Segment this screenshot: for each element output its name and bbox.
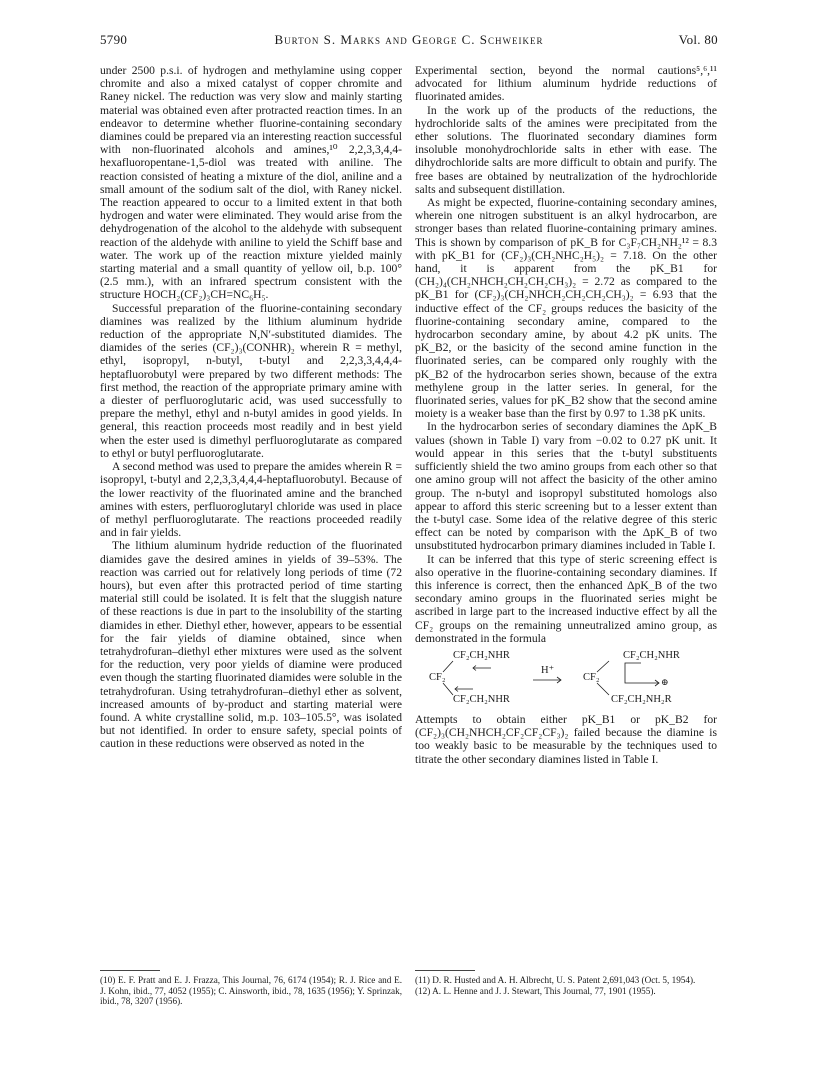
footnote: (12) A. L. Henne and J. J. Stewart, This Journal, 77, 1901 (1955). [415, 985, 656, 996]
paragraph: A second method was used to prepare the amides wherein R = isopropyl, t-butyl and 2,2,3,3,4,4,4-heptafluorobutyl. Because of the lower reactivity of the fluorinated amine and the branched amines with esters, perfluoroglutaryl chloride was used in place of methyl perfluoroglutarate. The reactions proceeded readily and in fair yields. [100, 460, 402, 540]
scheme-right-center: CF₂ [583, 671, 600, 683]
scheme-right-bottom: CF₂CH₂NH₂R [611, 693, 672, 705]
scheme-right-top: CF₂CH₂NHR [623, 649, 680, 661]
induction-path [625, 663, 659, 683]
scheme-left-top: CF₂CH₂NHR [453, 649, 510, 661]
paragraph: In the work up of the products of the reductions, the hydrochloride salts of the amines were precipitated from the ether solutions. The fluorinated secondary diamines form insoluble monohydrochloride salts in ether with ease. The dihydrochloride salts are more difficult to obtain and purify. The free bases are obtained by neutralization of the hydrochloride salts and subsequent distillation. [415, 103, 717, 196]
paragraph: It can be inferred that this type of steric screening effect is also operative in the fluorine-containing secondary diamines. If this inference is correct, then the enhanced ΔpK_B of the two secondary amino groups in the fluorinated series might be ascribed in large part to the increased inductive effect by all the CF₂ groups on the remaining unneutralized amino group, as demonstrated in the formula [415, 552, 717, 645]
footnotes-right [415, 975, 717, 996]
paragraph: Experimental section, beyond the normal cautions⁵,⁶,¹¹ advocated for lithium aluminum hydride reductions of fluorinated amides. [415, 64, 717, 104]
paragraph: under 2500 p.s.i. of hydrogen and methylamine using copper chromite and also a mixed catalyst of copper chromite and Raney nickel. The reduction was very slow and mainly starting material was obtained even after protracted reaction times. In an endeavor to determine whether fluorine-containing secondary diamines could be prepared via an interesting reaction successful with non-fluorinated alcohols and amines,¹⁰ 2,2,3,3,4,4-hexafluoropentane-1,5-diol was treated with aniline. The reaction consisted of heating a mixture of the diol, aniline and a small amount of the sodium salt of the diol, with Raney nickel. The reaction appeared to occur to a limited extent in that both hydrogen and water were eliminated. They would arise from the dehydrogenation of the alcohol to the aldehyde with subsequent reaction of the aldehyde with aniline to yield the Schiff base and water. The work up of the reaction mixture yielded mainly starting material and a small quantity of yellow oil, b.p. 100° (2.5 mm.), with an infrared spectrum consistent with the structure HOCH₂(CF₂)₃CH=NC₆H₅. [100, 64, 402, 302]
footnote: (11) D. R. Husted and A. H. Albrecht, U. S. Patent 2,691,043 (Oct. 5, 1954). [415, 975, 696, 985]
paragraph: As might be expected, fluorine-containing secondary amines, wherein one nitrogen substituent is an alkyl hydrocarbon, are stronger bases than related fluorine-containing primary amines. This is shown by comparison of pK_B for C₃F₇CH₂NH₂¹² = 8.3 with pK_B1 for (CF₂)₃(CH₂NHC₂H₅)₂ = 7.18. On the other hand, it is apparent from the pK_B1 for (CH₂)₄(CH₂NHCH₂CH₂CH₂CH₃)₂ = 2.72 as compared to the pK_B1 for (CF₂)₃(CH₂NHCH₂CH₂CH₂CH₃)₂ = 6.93 that the inductive effect of the CF₂ groups reduces the basicity of the fluorine-containing secondary amine, compared to the hydrocarbon secondary amine, by about 4.2 pK units. The pK_B2, or the basicity of the second amine function in the fluorinated series, can be compared only roughly with the pK_B2 of the hydrocarbon series shown, because of the extra methylene group in the latter series. In general, for the fluorinated series, values for pK_B2 show that the second amine moiety is a weaker base than the first by 0.97 to 1.38 pK units. [415, 196, 717, 421]
running-header [100, 32, 718, 50]
footnote-divider [100, 970, 160, 971]
volume-label: Vol. 80 [678, 32, 718, 47]
bond-line [443, 661, 453, 672]
paragraph: Successful preparation of the fluorine-containing secondary diamines was realized by the lithium aluminum hydride reduction of the appropriate N,N′-substituted diamides. The diamides of the series (CF₂)₃(CONHR)₂ wherein R = methyl, ethyl, isopropyl, n-butyl, t-butyl and 2,2,3,3,4,4,4-heptafluorobutyl were prepared by two different methods: The first method, the reaction of the appropriate primary amine with a diester of perfluoroglutaric acid, was used successfully to prepare the methyl, ethyl and n-butyl amides in good yields. In general, this reaction proceeds most readily and in best yield when the ester used is dimethyl perfluoroglutarate as compared to ethyl or butyl perfluoroglutarate. [100, 301, 402, 460]
scheme-left-center: CF₂ [429, 671, 446, 683]
reaction-scheme [415, 647, 717, 709]
bond-line [443, 683, 453, 695]
bond-line [597, 661, 609, 672]
paragraph: In the hydrocarbon series of secondary diamines the ΔpK_B values (shown in Table I) vary from −0.02 to 0.27 pK unit. It would appear in this series that the t-butyl substituents sufficiently shield the two amino groups from each other so that one amino group will not affect the basicity of the other amino group. The n-butyl and isopropyl substituted homologs also appear to afford this steric screening but to a lesser extent than the t-butyl case. Some idea of the relative degree of this steric effect can be noted by comparison with the ΔpK_B of two unsubstituted hydrocarbon primary diamines included in Table I. [415, 420, 717, 553]
scheme-charge: ⊕ [661, 676, 669, 687]
page-number: 5790 [100, 32, 128, 47]
scheme-reagent: H⁺ [541, 664, 555, 676]
bond-line [597, 683, 609, 695]
running-head-authors: Burton S. Marks and George C. Schweiker [274, 32, 544, 47]
left-column [100, 64, 402, 751]
footnote-divider [415, 970, 475, 971]
paragraph: The lithium aluminum hydride reduction of the fluorinated diamides gave the desired amines in yields of 39–53%. The reaction was carried out for relatively long periods of time (72 hours), but even after this protracted period of time starting material still could be isolated. It is felt that the sluggish nature of these reactions is due in part to the insolubility of the starting diamides in ether. Diethyl ether, however, appears to be essential for the fair yields of diamine obtained, since when tetrahydrofuran–diethyl ether mixtures were used as the solvent for the reduction, very poor yields of diamine were produced even though the starting fluorinated diamides were soluble in the tetrahydrofuran. Using tetrahydrofuran–diethyl ether as solvent, increased amounts of by-product and starting material were found. A white crystalline solid, m.p. 103–105.5°, was isolated but not identified. In order to ensure safety, special points of caution in these reductions were observed as noted in the [100, 539, 402, 751]
footnote: (10) E. F. Pratt and E. J. Frazza, This Journal, 76, 6174 (1954); R. J. Rice and E. J. Kohn, ibid., 77, 4052 (1955); C. Ainsworth, ibid., 78, 1635 (1956); Y. Sprinzak, ibid., 78, 3207 (1956). [100, 975, 402, 1007]
footnotes-left [100, 975, 402, 1007]
paragraph: Attempts to obtain either pK_B1 or pK_B2 for (CF₂)₃(CH₂NHCH₂CF₂CF₂CF₃)₂ failed because the diamine is too weakly basic to be measurable by the techniques used to titrate the other secondary diamines listed in Table I. [415, 712, 717, 766]
scheme-left-bottom: CF₂CH₂NHR [453, 693, 510, 705]
right-column [415, 64, 717, 766]
